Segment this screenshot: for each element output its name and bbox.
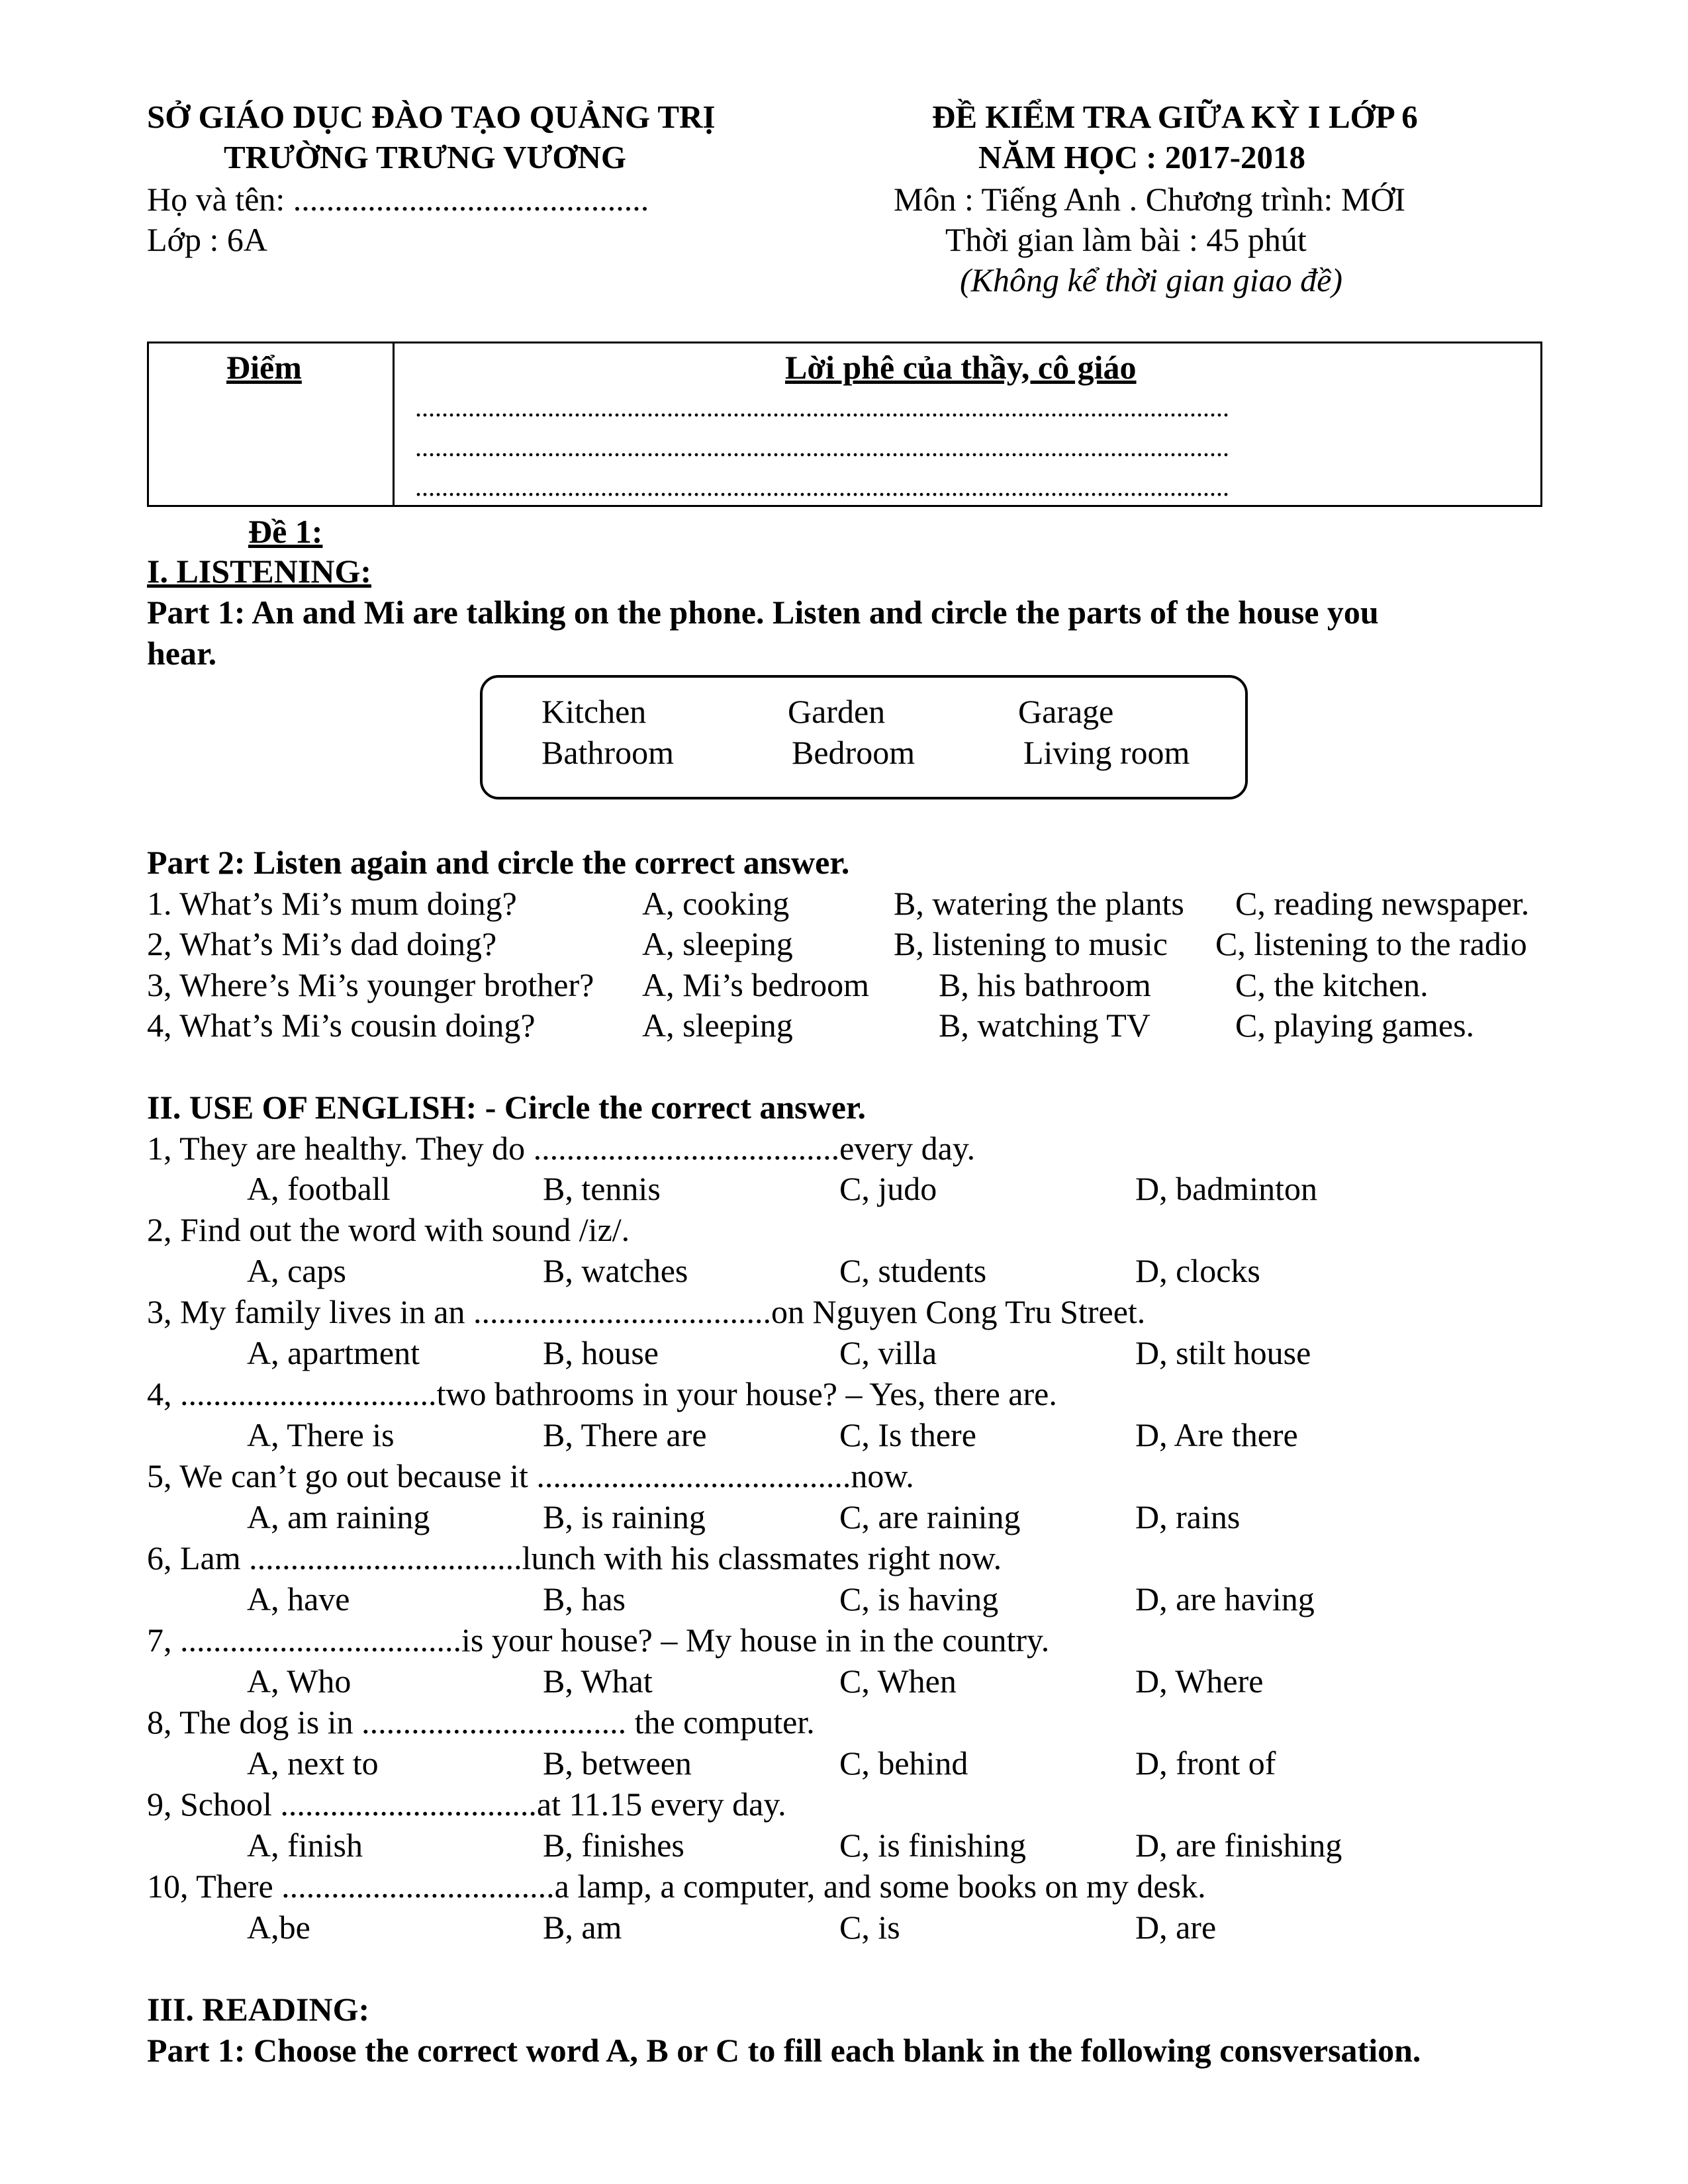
listening-question: 2, What’s Mi’s dad doing? [147,925,497,962]
word-bedroom: Bedroom [792,734,915,771]
uoe-option: A, next to [247,1745,379,1782]
listening-part1-instruction: Part 1: An and Mi are talking on the phone. Listen and circle the parts of the house you [147,594,1379,631]
comment-dots-line-3: ........................................................................................................................... [415,472,1229,502]
score-label: Điểm [226,349,302,386]
reading-heading: III. READING: [147,1991,370,2028]
listening-option: C, reading newspaper. [1235,885,1530,922]
duration-line: Thời gian làm bài : 45 phút [945,221,1307,258]
uoe-question: 2, Find out the word with sound /iz/. [147,1211,630,1248]
uoe-option: A, finish [247,1827,363,1864]
uoe-option: D, are having [1135,1580,1315,1617]
listening-option: C, playing games. [1235,1007,1475,1044]
uoe-option: D, Are there [1135,1416,1298,1453]
grade-table-divider [393,341,395,507]
listening-option: C, the kitchen. [1235,966,1429,1003]
uoe-option: C, is having [839,1580,999,1617]
uoe-option: C, behind [839,1745,968,1782]
uoe-option: A, caps [247,1252,346,1289]
listening-option: A, sleeping [642,925,793,962]
uoe-option: A, There is [247,1416,395,1453]
word-kitchen: Kitchen [541,693,647,730]
uoe-option: C, villa [839,1334,937,1371]
uoe-question: 9, School ...............................at 11.15 every day. [147,1786,786,1823]
name-field: Họ và tên: ........................................... [147,181,649,218]
listening-option: A, Mi’s bedroom [642,966,870,1003]
class-field: Lớp : 6A [147,221,267,258]
duration-note: (Không kể thời gian giao đề) [960,261,1342,298]
listening-option: C, listening to the radio [1215,925,1527,962]
uoe-option: A, have [247,1580,350,1617]
listening-option: B, listening to music [894,925,1168,962]
reading-part1-instruction: Part 1: Choose the correct word A, B or C to fill each blank in the following consversation. [147,2032,1421,2069]
subject-line: Môn : Tiếng Anh . Chương trình: MỚI [894,181,1406,218]
exam-code: Đề 1: [248,513,323,550]
uoe-option: B, house [543,1334,659,1371]
comment-dots-line-2: ........................................................................................................................... [415,432,1229,462]
uoe-option: A, am raining [247,1498,430,1535]
uoe-question: 8, The dog is in ................................ the computer. [147,1704,815,1741]
uoe-option: C, is finishing [839,1827,1026,1864]
uoe-option: A, football [247,1170,391,1207]
uoe-question: 7, ..................................is your house? – My house in in the country. [147,1621,1050,1659]
uoe-option: C, judo [839,1170,937,1207]
uoe-option: C, students [839,1252,987,1289]
uoe-option: B, There are [543,1416,707,1453]
listening-option: A, sleeping [642,1007,793,1044]
school-year: NĂM HỌC : 2017-2018 [978,139,1306,175]
uoe-option: D, badminton [1135,1170,1317,1207]
uoe-option: D, front of [1135,1745,1276,1782]
listening-heading: I. LISTENING: [147,553,371,590]
listening-question: 4, What’s Mi’s cousin doing? [147,1007,536,1044]
uoe-option: A,be [247,1909,310,1946]
uoe-question: 6, Lam .................................lunch with his classmates right now. [147,1539,1002,1576]
uoe-option: B, tennis [543,1170,661,1207]
uoe-option: D, Where [1135,1662,1264,1700]
listening-option: B, watering the plants [894,885,1184,922]
uoe-option: C, When [839,1662,957,1700]
uoe-question: 5, We can’t go out because it ......................................now. [147,1457,914,1494]
word-bathroom: Bathroom [541,734,674,771]
comment-label: Lời phê của thầy, cô giáo [785,349,1137,386]
uoe-option: C, is [839,1909,900,1946]
uoe-option: B, between [543,1745,692,1782]
listening-option: B, watching TV [939,1007,1150,1044]
listening-part2-heading: Part 2: Listen again and circle the correct answer. [147,844,850,881]
uoe-question: 1, They are healthy. They do .....................................every day. [147,1130,976,1167]
uoe-option: D, rains [1135,1498,1241,1535]
listening-question: 1. What’s Mi’s mum doing? [147,885,517,922]
uoe-option: C, are raining [839,1498,1021,1535]
listening-part1-instruction-cont: hear. [147,635,217,672]
school-name: TRƯỜNG TRƯNG VƯƠNG [224,139,626,175]
uoe-question: 3, My family lives in an ....................................on Nguyen Cong Tru Street. [147,1293,1146,1330]
use-of-english-heading: II. USE OF ENGLISH: - Circle the correct answer. [147,1089,867,1126]
listening-option: B, his bathroom [939,966,1151,1003]
listening-option: A, cooking [642,885,790,922]
uoe-option: B, am [543,1909,622,1946]
uoe-option: B, What [543,1662,653,1700]
uoe-option: C, Is there [839,1416,976,1453]
uoe-option: B, finishes [543,1827,684,1864]
uoe-question: 4, ...............................two bathrooms in your house? – Yes, there are. [147,1375,1057,1412]
uoe-option: B, is raining [543,1498,706,1535]
uoe-option: B, watches [543,1252,688,1289]
department-name: SỞ GIÁO DỤC ĐÀO TẠO QUẢNG TRỊ [147,99,716,135]
exam-title: ĐỀ KIỂM TRA GIỮA KỲ I LỚP 6 [932,99,1418,135]
word-garage: Garage [1018,693,1114,730]
word-living-room: Living room [1023,734,1190,771]
uoe-option: D, clocks [1135,1252,1260,1289]
uoe-option: D, are [1135,1909,1217,1946]
uoe-option: D, are finishing [1135,1827,1342,1864]
uoe-option: A, apartment [247,1334,420,1371]
uoe-question: 10, There .................................a lamp, a computer, and some books on my desk. [147,1868,1206,1905]
word-garden: Garden [788,693,886,730]
listening-question: 3, Where’s Mi’s younger brother? [147,966,594,1003]
uoe-option: B, has [543,1580,626,1617]
uoe-option: D, stilt house [1135,1334,1311,1371]
uoe-option: A, Who [247,1662,352,1700]
comment-dots-line-1: ........................................................................................................................... [415,392,1229,422]
